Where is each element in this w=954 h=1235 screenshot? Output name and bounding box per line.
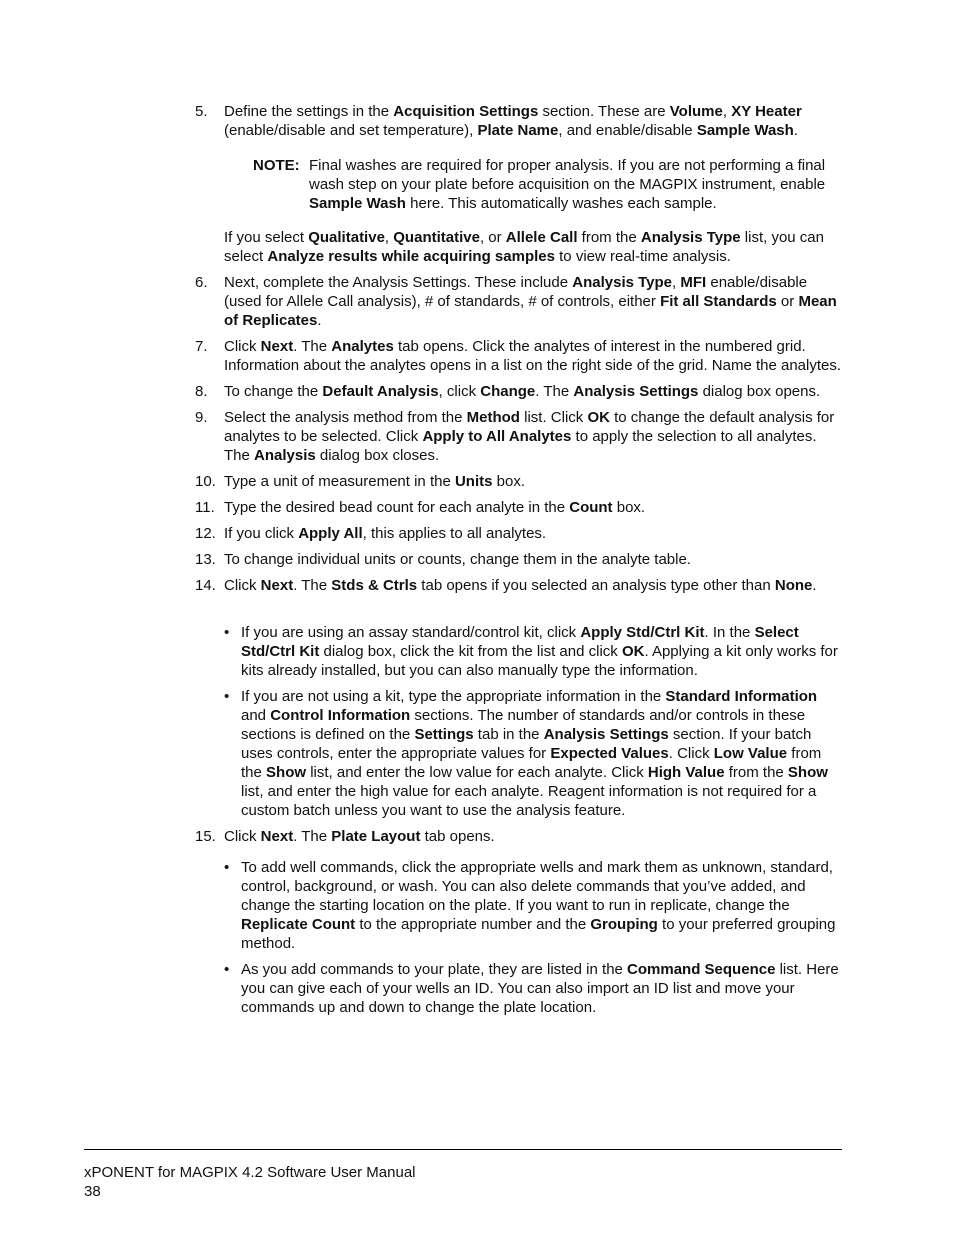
step-text: To change individual units or counts, change them in the analyte table.	[224, 551, 691, 568]
step-text: If you click Apply All, this applies to all analytes.	[224, 525, 547, 542]
bullet-text: If you are using an assay standard/control kit, click Apply Std/Ctrl Kit. In the Select Std/Ctrl Kit dialog box, click the kit from the list and click OK. Applying a kit only works for kits already installed, but you can also manually type the information.	[241, 624, 838, 679]
footer-divider	[84, 1149, 842, 1150]
step-number: 11.	[195, 499, 215, 516]
step-number: 13.	[195, 551, 216, 568]
step-14	[195, 576, 845, 595]
step-13	[195, 550, 845, 569]
bullet-glyph: •	[224, 624, 230, 641]
step-text: Click Next. The Plate Layout tab opens.	[224, 828, 495, 845]
note-label: NOTE:	[253, 157, 300, 174]
bullet-text: If you are not using a kit, type the appropriate information in the Standard Information and Control Information sections. The number of standards and/or controls in these sections is defined on the Settings tab in the Analysis Settings section. If your batch uses controls, enter the appropriate values for Expected Values. Click Low Value from the Show list, and enter the low value for each analyte. Click High Value from the Show list, and enter the high value for each analyte. Reagent information is not required for a custom batch unless you want to use the analysis feature.	[241, 688, 828, 819]
step-12	[195, 524, 845, 543]
step-8	[195, 382, 845, 401]
step-15	[195, 827, 845, 846]
bullet-glyph: •	[224, 859, 230, 876]
footer-manual-title: xPONENT for MAGPIX 4.2 Software User Manual	[84, 1164, 416, 1181]
step-text: Type a unit of measurement in the Units box.	[224, 473, 525, 490]
step-9	[195, 408, 845, 465]
step-number: 10.	[195, 473, 216, 490]
step-text: Next, complete the Analysis Settings. These include Analysis Type, MFI enable/disable (used for Allele Call analysis), # of standards, # of controls, either Fit all Standards or Mean of Replicates.	[224, 274, 837, 329]
footer-page-number: 38	[84, 1183, 101, 1200]
note-text: Final washes are required for proper analysis. If you are not performing a final wash step on your plate before acquisition on the MAGPIX instrument, enable Sample Wash here. This automatically washes each sample.	[309, 157, 826, 212]
step-text: Click Next. The Analytes tab opens. Click the analytes of interest in the numbered grid. Information about the analytes opens in a list on the right side of the grid. Name the analytes.	[224, 338, 842, 374]
manual-page-body	[195, 102, 845, 1024]
step-15-bullet-list	[195, 858, 845, 1017]
step-text: To change the Default Analysis, click Change. The Analysis Settings dialog box opens.	[224, 383, 821, 400]
step-6	[195, 273, 845, 330]
step-text: Select the analysis method from the Method list. Click OK to change the default analysis for analytes to be selected. Click Apply to All Analytes to apply the selection to all analytes. The Analysis dialog box closes.	[224, 409, 835, 464]
list-item	[224, 687, 845, 820]
bullet-glyph: •	[224, 961, 230, 978]
list-item	[224, 623, 845, 680]
step-number: 7.	[195, 338, 208, 355]
step-text: Click Next. The Stds & Ctrls tab opens if you selected an analysis type other than None.	[224, 577, 817, 594]
step-number: 14.	[195, 577, 216, 594]
step-10	[195, 472, 845, 491]
bullet-text: As you add commands to your plate, they are listed in the Command Sequence list. Here you can give each of your wells an ID. You can also import an ID list and move your commands up and down to change the plate location.	[241, 961, 839, 1016]
note-callout	[253, 156, 845, 213]
step-text: Type the desired bead count for each analyte in the Count box.	[224, 499, 646, 516]
step-11	[195, 498, 845, 517]
step-text: Define the settings in the Acquisition Settings section. These are Volume, XY Heater (enable/disable and set temperature), Plate Name, and enable/disable Sample Wash.	[224, 103, 802, 139]
step-number: 8.	[195, 383, 208, 400]
list-item	[224, 858, 845, 953]
step-7	[195, 337, 845, 375]
step-number: 6.	[195, 274, 208, 291]
bullet-glyph: •	[224, 688, 230, 705]
step-number: 9.	[195, 409, 208, 426]
bullet-text: To add well commands, click the appropriate wells and mark them as unknown, standard, control, background, or wash. You can also delete commands that you’ve added, and change the starting location on the plate. If you want to run in replicate, change the Replicate Count to the appropriate number and the Grouping to your preferred grouping method.	[241, 859, 836, 952]
step-number: 12.	[195, 525, 216, 542]
step-14-bullet-list	[195, 623, 845, 820]
list-item	[224, 960, 845, 1017]
step-number: 5.	[195, 103, 208, 120]
analysis-type-paragraph: If you select Qualitative, Quantitative, or Allele Call from the Analysis Type list, you can select Analyze results while acquiring samples to view real-time analysis.	[224, 229, 824, 265]
step-5	[195, 102, 845, 140]
step-number: 15.	[195, 828, 216, 845]
